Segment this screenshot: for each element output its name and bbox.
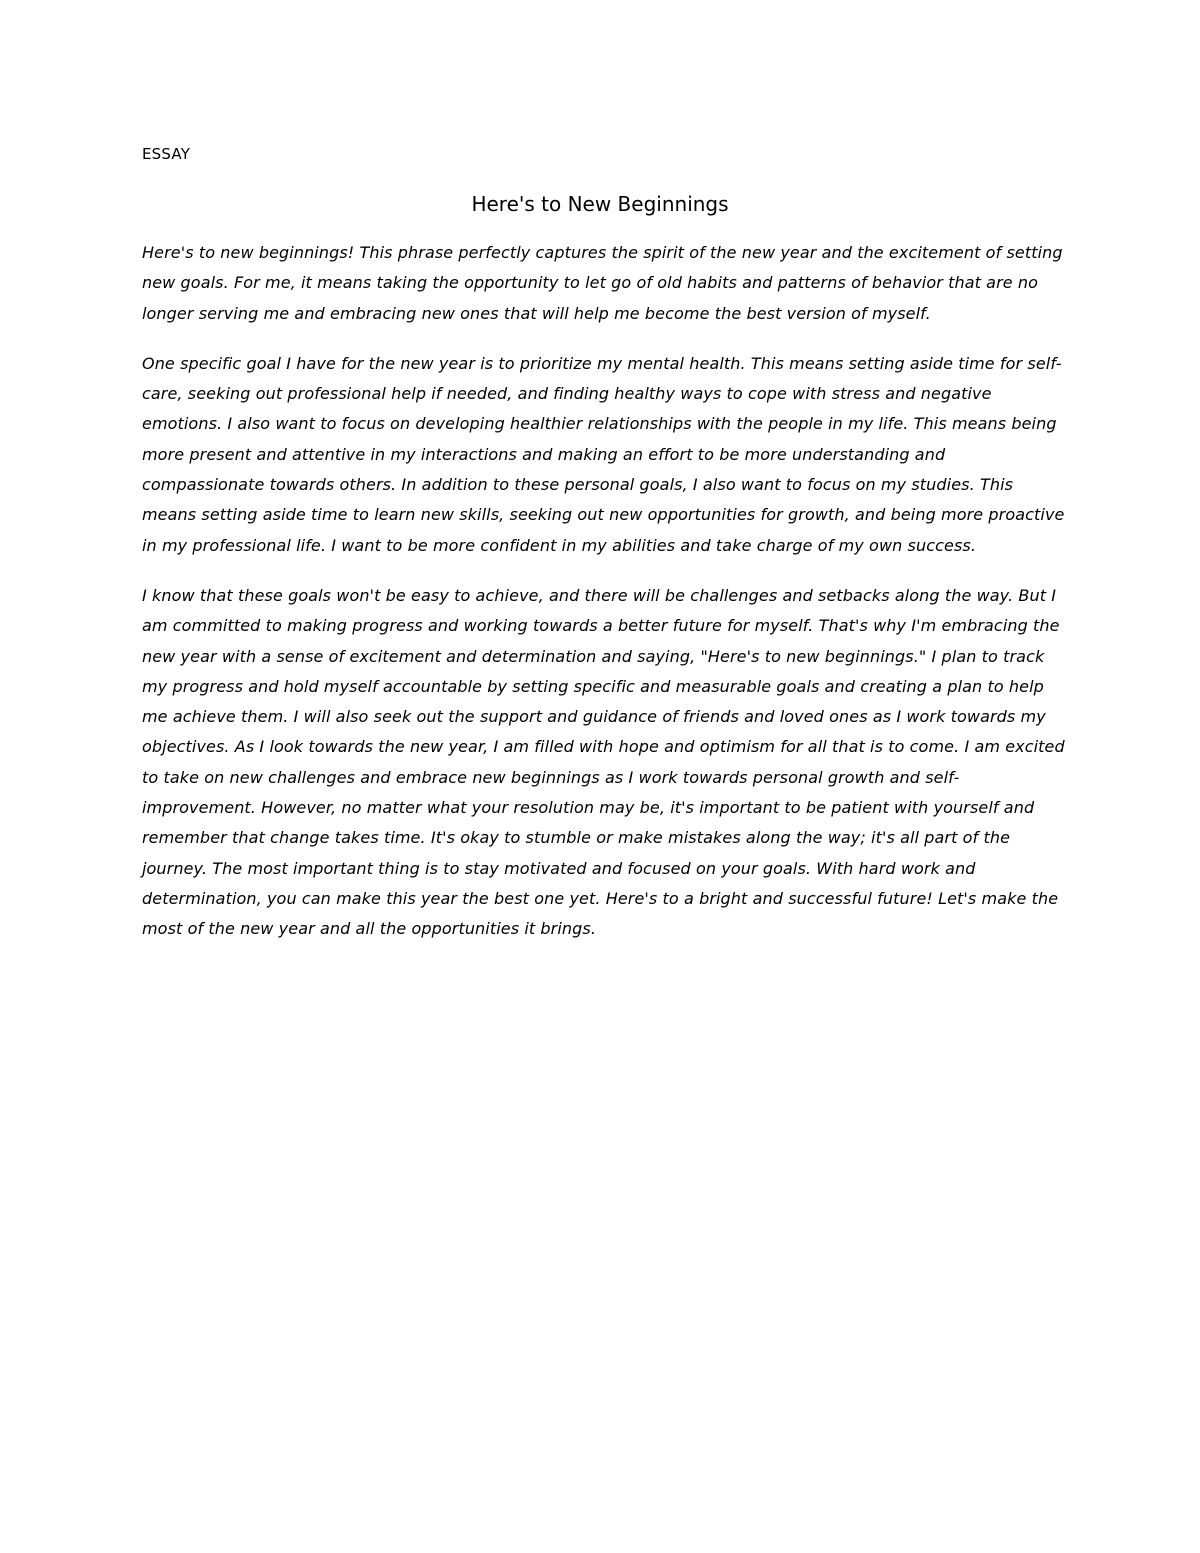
paragraph-1: Here's to new beginnings! This phrase perfectly captures the spirit of the new year and the excitement of setting new goals. For me, it means taking the opportunity to let go of old habits and patterns of behavior that are no longer serving me and embracing new ones that will help me become the best version of myself. (142, 243, 1063, 323)
paragraph-2: One specific goal I have for the new year is to prioritize my mental health. This means setting aside time for self-care, seeking out professional help if needed, and finding healthy ways to cope with stress and negative emotions. I also want to focus on developing healthier relationships with the people in my life. This means being more present and attentive in my interactions and making an effort to be more understanding and compassionate towards others. In addition to these personal goals, I also want to focus on my studies. This means setting aside time to learn new skills, seeking out new opportunities for growth, and being more proactive in my professional life. I want to be more confident in my abilities and take charge of my own success. (142, 353, 1065, 555)
essay-body (142, 238, 1072, 965)
essay-title: Here's to New Beginnings (471, 192, 729, 216)
header-label: ESSAY (142, 145, 191, 163)
paragraph-3: I know that these goals won't be easy to achieve, and there will be challenges and setbacks along the way. But I am committed to making progress and working towards a better future for myself. That's why I'm embracing the new year with a sense of excitement and determination and saying, "Here's to new beginnings." I plan to track my progress and hold myself accountable by setting specific and measurable goals and creating a plan to help me achieve them. I will also seek out the support and guidance of friends and loved ones as I work towards my objectives. As I look towards the new year, I am filled with hope and optimism for all that is to come. I am excited to take on new challenges and embrace new beginnings as I work towards personal growth and self-improvement. However, no matter what your resolution may be, it's important to be patient with yourself and remember that change takes time. It's okay to stumble or make mistakes along the way; it's all part of the journey. The most important thing is to stay motivated and focused on your goals. With hard work and determination, you can make this year the best one yet. Here's to a bright and successful future! Let's make the most of the new year and all the opportunities it brings. (142, 585, 1065, 939)
